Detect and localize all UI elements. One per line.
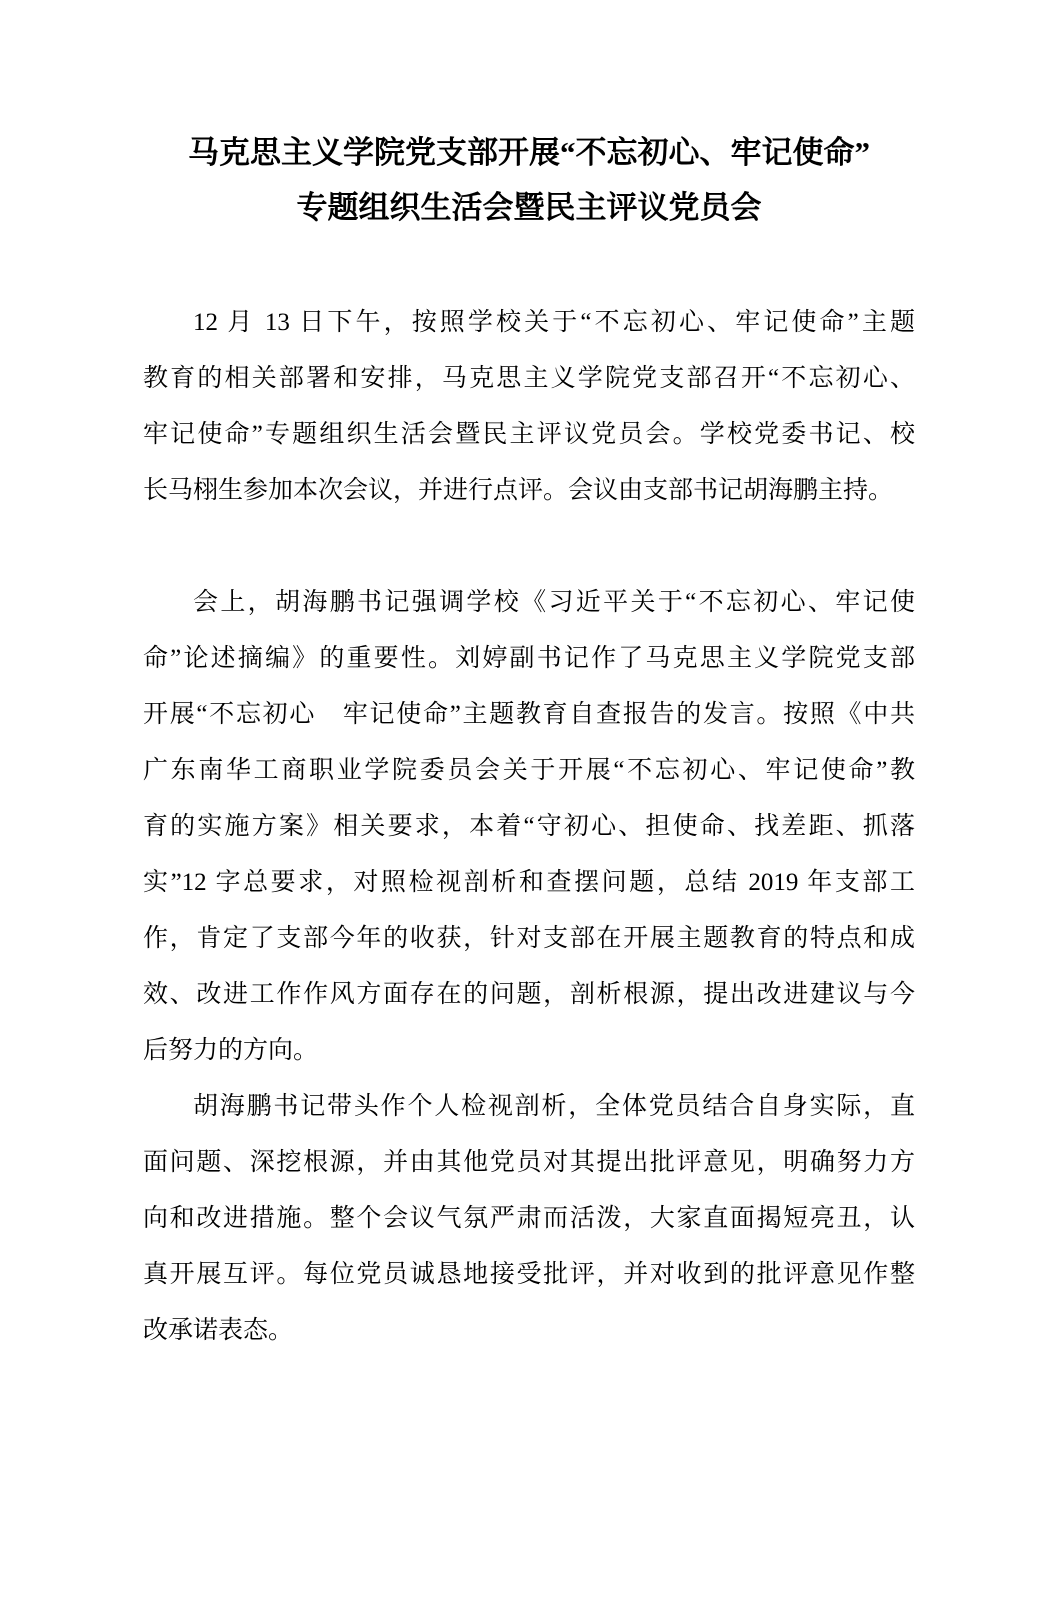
text-line: 效、改进工作作风方面存在的问题，剖析根源，提出改进建议与今 <box>143 981 915 1008</box>
text-line: 育的实施方案》相关要求，本着“守初心、担使命、找差距、抓落 <box>143 813 915 840</box>
text-line: 广东南华工商职业学院委员会关于开展“不忘初心、牢记使命”教 <box>143 757 915 784</box>
document-page <box>143 125 915 1359</box>
title-line-2: 专题组织生活会暨民主评议党员会 <box>296 190 762 225</box>
text-line: 改承诺表态。 <box>143 1317 294 1344</box>
paragraph-spacer <box>143 519 915 575</box>
text-line: 12 月 13 日下午，按照学校关于“不忘初心、牢记使命”主题 <box>193 309 915 336</box>
paragraph-3 <box>143 1079 915 1359</box>
document-title <box>143 125 915 235</box>
text-line: 命”论述摘编》的重要性。刘婷副书记作了马克思主义学院党支部 <box>143 645 915 672</box>
text-line: 牢记使命”专题组织生活会暨民主评议党员会。学校党委书记、校 <box>143 421 915 448</box>
document-body <box>143 295 915 1359</box>
text-line: 真开展互评。每位党员诚恳地接受批评，并对收到的批评意见作整 <box>143 1261 915 1288</box>
text-line: 开展“不忘初心 牢记使命”主题教育自查报告的发言。按照《中共 <box>143 701 915 728</box>
text-line: 长马栩生参加本次会议，并进行点评。会议由支部书记胡海鹏主持。 <box>143 477 894 504</box>
paragraph-2 <box>143 575 915 1079</box>
text-line: 作，肯定了支部今年的收获，针对支部在开展主题教育的特点和成 <box>143 925 915 952</box>
paragraph-1 <box>143 295 915 519</box>
text-line: 后努力的方向。 <box>143 1037 319 1064</box>
text-line: 胡海鹏书记带头作个人检视剖析，全体党员结合自身实际，直 <box>193 1093 915 1120</box>
text-line: 面问题、深挖根源，并由其他党员对其提出批评意见，明确努力方 <box>143 1149 915 1176</box>
text-line: 实”12 字总要求，对照检视剖析和查摆问题，总结 2019 年支部工 <box>143 869 915 896</box>
title-line-1: 马克思主义学院党支部开展“不忘初心、牢记使命” <box>188 135 870 170</box>
text-line: 会上，胡海鹏书记强调学校《习近平关于“不忘初心、牢记使 <box>193 589 915 616</box>
text-line: 向和改进措施。整个会议气氛严肃而活泼，大家直面揭短亮丑，认 <box>143 1205 915 1232</box>
text-line: 教育的相关部署和安排，马克思主义学院党支部召开“不忘初心、 <box>143 365 915 392</box>
